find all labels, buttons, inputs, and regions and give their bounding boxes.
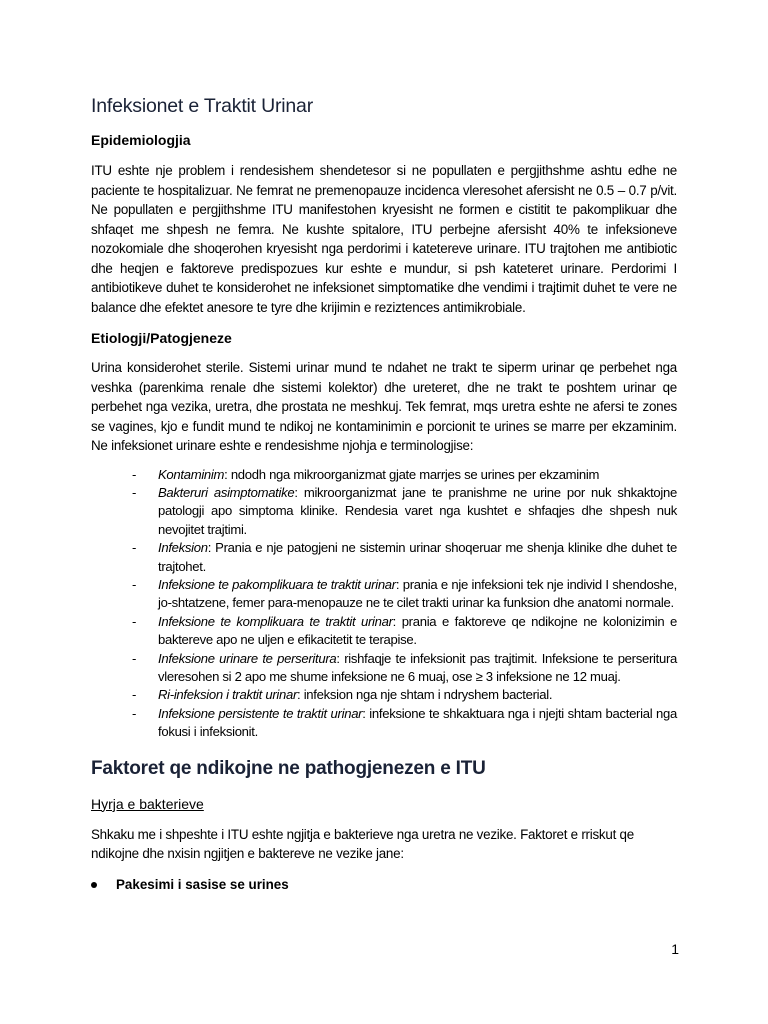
separator: :	[294, 484, 304, 500]
document-title: Infeksionet e Traktit Urinar	[91, 95, 313, 117]
dash-marker: -	[132, 540, 137, 556]
terminology-list	[91, 466, 677, 742]
dash-marker: -	[132, 613, 137, 629]
list-item	[132, 466, 677, 484]
separator: :	[392, 613, 402, 629]
term: Infeksione persistente te traktit urinar	[158, 705, 363, 721]
definition: infeksione te shkaktuara nga i njejti shtam bacterial nga fokusi i infeksionit.	[158, 705, 677, 740]
document-content	[91, 92, 677, 895]
definition: ndodh nga mikroorganizmat gjate marrjes se urines per ekzaminim	[230, 466, 600, 482]
definition: rishfaqje te infeksionit pas trajtimit. Infeksione te perseritura vleresohen si 2 apo me shume infeksione ne 6 muaj, ose ≥ 3 infeksione ne 12 muaj.	[158, 650, 677, 684]
term: Kontaminim	[158, 466, 225, 482]
list-item	[132, 576, 677, 613]
dash-marker: -	[132, 484, 137, 500]
term: Infeksione te pakomplikuara te traktit urinar	[158, 576, 396, 592]
factors-paragraph: Shkaku me i shpeshte i ITU eshte ngjitja e bakterieve nga uretra ne vezike. Faktoret e rriskut qe ndikojne dhe nxisin ngjitjen e baktereve ne vezike jane:	[91, 826, 634, 862]
list-item	[132, 650, 677, 687]
separator: :	[395, 576, 403, 592]
term: Bakteruri asimptomatike	[158, 484, 295, 500]
definition: prania e faktoreve qe ndikojne ne kolonizimin e baktereve apo ne uljen e efikacitetit te terapise.	[158, 613, 677, 648]
list-item	[132, 705, 677, 742]
bullet-item	[91, 875, 677, 895]
dash-marker: -	[132, 687, 137, 703]
dash-marker: -	[132, 650, 137, 666]
dash-marker: -	[132, 576, 137, 592]
definition: infeksion nga nje shtam i ndryshem bacterial.	[303, 687, 553, 703]
list-item	[132, 484, 677, 539]
definition: Prania e nje patogjeni ne sistemin urinar shoqeruar me shenja klinike dhe duhet te trajtohet.	[158, 540, 677, 574]
term: Infeksione te komplikuara te traktit urinar	[158, 613, 393, 629]
bullet-icon	[91, 882, 97, 888]
separator: :	[297, 687, 304, 703]
term: Infeksione urinare te perseritura	[158, 650, 337, 666]
list-item	[132, 613, 677, 650]
definition: prania e nje infeksioni tek nje individ I shendoshe, jo-shtatzene, femer para-menopauze ne te cilet trakti urinar ka funksion dhe anatomi normale.	[158, 576, 677, 611]
term: Ri-infeksion i traktit urinar	[158, 687, 298, 703]
subheading-bacteria-entry: Hyrja e bakterieve	[91, 795, 204, 812]
dash-marker: -	[132, 705, 137, 721]
section-heading-factors: Faktoret qe ndikojne ne pathogjenezen e ITU	[91, 757, 486, 779]
definition: mikroorganizmat jane te pranishme ne urine por nuk shkaktojne patologji apo simptoma klinike. Rendesia varet nga kushtet e shfaqjes dhe shpesh nuk nevojitet trajtimi.	[158, 484, 677, 537]
page-number: 1	[671, 941, 679, 957]
separator: :	[336, 650, 345, 666]
section-heading-etiology: Etiologji/Patogjeneze	[91, 330, 232, 346]
etiology-paragraph: Urina konsiderohet sterile. Sistemi urinar mund te ndahet ne trakt te siperm urinar qe perbehet nga veshka (parenkima renale dhe sistemi kolektor) dhe ureteret, dhe ne trakt te poshtem urinar qe perbehet nga vezika, uretra, dhe prostata ne meshkuj. Tek femrat, mqs uretra eshte ne afersi te zones se vagines, kjo e fundit mund te ndikoj ne kontaminimin e porcionit te urines se marre per ekzaminim. Ne infeksionet urinare eshte e rendesishme njohja e terminologjise:	[91, 360, 677, 453]
separator: :	[207, 540, 216, 556]
dash-marker: -	[132, 466, 137, 482]
term: Infeksion	[158, 540, 208, 556]
separator: :	[362, 705, 370, 721]
epidemiology-paragraph: ITU eshte nje problem i rendesishem shendetesor si ne popullaten e pergjithshme ashtu edhe ne paciente te hospitalizuar. Ne femrat ne premenopauze incidenca vleresohet afersisht ne 0.5 – 0.7 p/vit. Ne popullaten e pergjithshme ITU manifestohen kryesisht ne formen e cistitit te pakomplikuar dhe shfaqet me shpesh ne femra. Ne kushte spitalore, ITU perbejne afersisht 40% te infeksioneve nozokomiale dhe shoqerohen kryesisht nga perdorimi i katetereve urinare. ITU trajtohen me antibiotic dhe heqjen e faktoreve predispozues kur eshte e mundur, si psh kateteret urinare. Perdorimi I antibiotikeve duhet te konsiderohet ne infeksionet simptomatike dhe vendimi i trajtimit duhet te vere ne balance dhe efektet anesore te tyre dhe krijimin e reziztences antimikrobiale.	[91, 163, 677, 315]
list-item	[132, 539, 677, 576]
separator: :	[224, 466, 231, 482]
section-heading-epidemiology: Epidemiologjia	[91, 132, 191, 148]
bullet-text: Pakesimi i sasise se urines	[116, 876, 289, 892]
list-item	[132, 686, 677, 704]
